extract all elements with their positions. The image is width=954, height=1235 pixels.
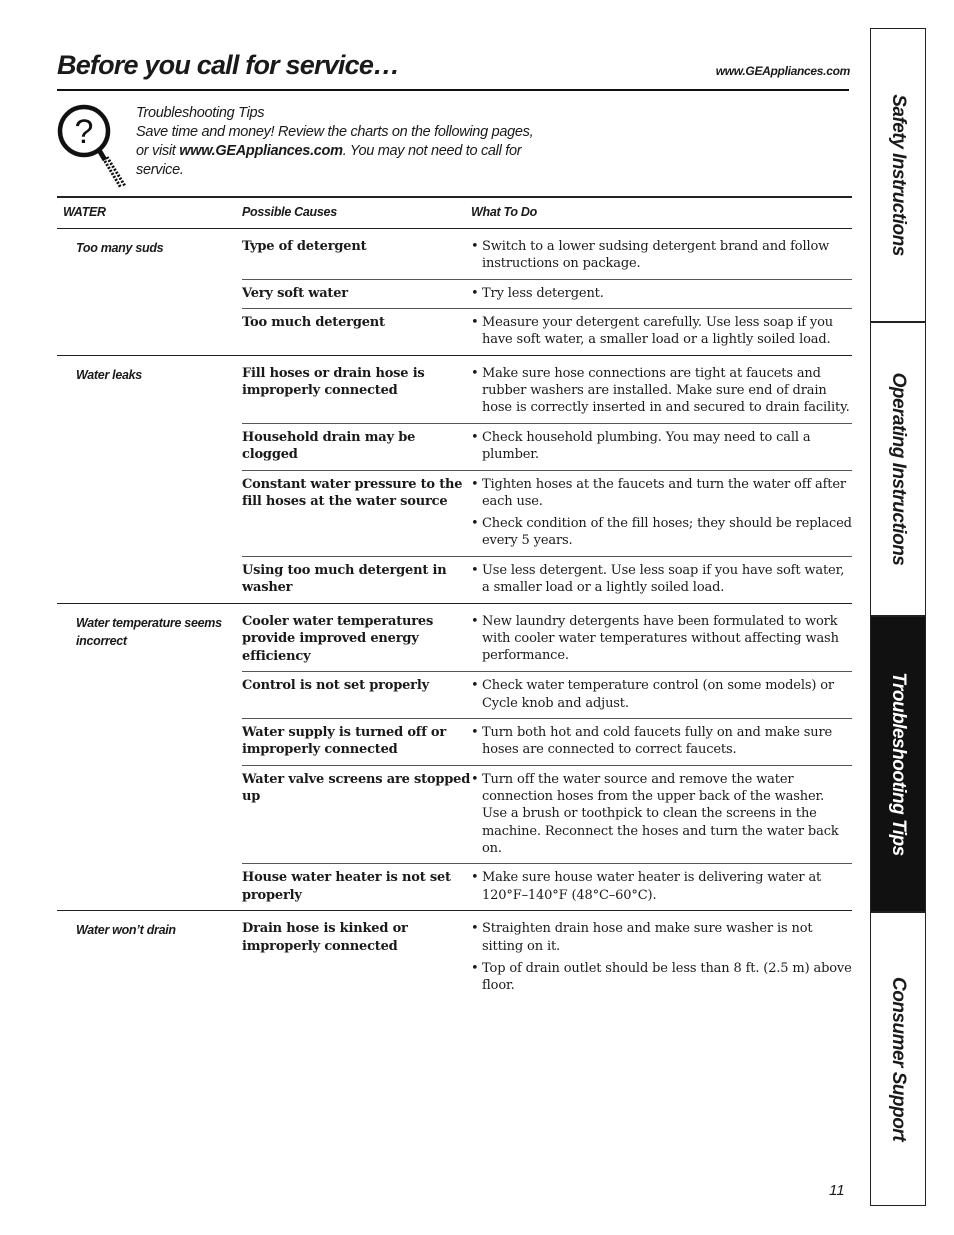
possible-cause: Drain hose is kinked or improperly connected	[242, 921, 408, 954]
cause-rows	[242, 356, 852, 603]
what-to-do	[471, 562, 852, 597]
table-body	[57, 229, 852, 1001]
table-row	[242, 718, 852, 765]
action-item: • Check water temperature control (on some models) or Cycle knob and adjust.	[471, 677, 852, 712]
section-tabs	[870, 28, 926, 1206]
tab-label: Operating Instructions	[888, 372, 909, 566]
action-item: • New laundry detergents have been formulated to work with cooler water temperatures without affecting wash performance.	[471, 613, 852, 665]
table-row	[242, 356, 852, 423]
possible-cause: House water heater is not set properly	[242, 870, 451, 903]
problem-group	[57, 229, 852, 356]
action-item: • Make sure house water heater is delivering water at 120°F–140°F (48°C–60°C).	[471, 869, 852, 904]
intro-text	[136, 123, 536, 180]
tab-label: Safety Instructions	[888, 94, 909, 256]
what-to-do	[471, 285, 852, 303]
possible-cause: Household drain may be clogged	[242, 429, 416, 463]
what-to-do	[471, 314, 852, 349]
tab-consumer-support[interactable]	[871, 913, 925, 1205]
action-item: • Turn both hot and cold faucets fully on and make sure hoses are connected to correct faucets.	[471, 724, 852, 759]
possible-cause: Using too much detergent in washer	[242, 562, 447, 596]
troubleshooting-intro	[136, 104, 536, 180]
table-row	[242, 911, 852, 1000]
table-row	[242, 470, 852, 556]
what-to-do	[471, 238, 852, 273]
intro-text-after: . You may not need to call for service.	[136, 143, 522, 178]
action-item: • Measure your detergent carefully. Use less soap if you have soft water, a smaller load or a lightly soiled load.	[471, 314, 852, 349]
header-possible-causes: Possible Causes	[242, 205, 337, 219]
action-item: • Switch to a lower sudsing detergent brand and follow instructions on package.	[471, 238, 852, 273]
troubleshooting-table	[57, 196, 852, 1001]
problem-label: Water leaks	[76, 367, 142, 382]
problem-label: Water won’t drain	[76, 923, 176, 938]
possible-cause: Constant water pressure to the fill hoses at the water source	[242, 476, 463, 510]
magnifier-question-icon	[55, 102, 127, 194]
problem-group	[57, 911, 852, 1000]
possible-cause: Too much detergent	[242, 315, 385, 331]
cause-rows	[242, 911, 852, 1000]
what-to-do	[471, 476, 852, 550]
page-number: 11	[829, 1182, 845, 1199]
what-to-do	[471, 869, 852, 904]
problem-group	[57, 356, 852, 604]
page-title: Before you call for service…	[57, 50, 400, 80]
cause-rows	[242, 604, 852, 911]
possible-cause: Type of detergent	[242, 239, 367, 254]
table-row	[242, 279, 852, 309]
tab-troubleshooting-tips[interactable]	[871, 617, 925, 913]
problem-label: Too many suds	[76, 241, 164, 255]
table-row	[242, 604, 852, 672]
action-item: • Make sure hose connections are tight at faucets and rubber washers are installed. Make sure end of drain hose is correctly inserted in and secured to drain facility.	[471, 365, 852, 417]
header-what-to-do: What To Do	[471, 205, 537, 219]
action-item: • Try less detergent.	[471, 285, 852, 302]
action-item: • Check household plumbing. You may need to call a plumber.	[471, 429, 852, 464]
table-row	[242, 765, 852, 863]
table-row	[242, 308, 852, 355]
what-to-do	[471, 920, 852, 994]
header-water: WATER	[63, 205, 106, 219]
action-item: • Tighten hoses at the faucets and turn the water off after each use.	[471, 476, 852, 511]
possible-cause: Water valve screens are stopped up	[242, 771, 471, 805]
possible-cause: Control is not set properly	[242, 678, 429, 694]
intro-text-before: Save time and money! Review the charts on the following pages, or visit	[136, 124, 534, 159]
tab-operating-instructions[interactable]	[871, 323, 925, 617]
action-item: • Use less detergent. Use less soap if you have soft water, a smaller load or a lightly soiled load.	[471, 562, 852, 597]
what-to-do	[471, 429, 852, 464]
problem-group	[57, 604, 852, 912]
possible-cause: Very soft water	[242, 285, 348, 301]
intro-link[interactable]: www.GEAppliances.com	[179, 143, 343, 159]
what-to-do	[471, 724, 852, 759]
table-row	[242, 863, 852, 910]
title-divider	[57, 89, 849, 91]
tab-safety-instructions[interactable]	[871, 29, 925, 323]
action-item: • Turn off the water source and remove the water connection hoses from the upper back of the washer. Use a brush or toothpick to clean the screens in the machine. Reconnect the hoses and turn the water back on.	[471, 771, 852, 857]
what-to-do	[471, 771, 852, 857]
possible-cause: Fill hoses or drain hose is improperly connected	[242, 365, 425, 399]
action-item: • Check condition of the fill hoses; they should be replaced every 5 years.	[471, 515, 852, 550]
table-row	[242, 423, 852, 470]
possible-cause: Water supply is turned off or improperly connected	[242, 724, 447, 758]
possible-cause: Cooler water temperatures provide improved energy efficiency	[242, 613, 434, 664]
intro-heading: Troubleshooting Tips	[136, 105, 265, 121]
table-header	[57, 196, 852, 229]
website-url[interactable]: www.GEAppliances.com	[715, 64, 850, 78]
svg-text:?: ?	[74, 113, 94, 151]
tab-label: Consumer Support	[888, 976, 909, 1142]
action-item: • Straighten drain hose and make sure washer is not sitting on it.	[471, 920, 852, 955]
table-row	[242, 229, 852, 279]
tab-label: Troubleshooting Tips	[888, 672, 909, 856]
table-row	[242, 556, 852, 603]
what-to-do	[471, 613, 852, 666]
table-row	[242, 671, 852, 718]
action-item: • Top of drain outlet should be less than 8 ft. (2.5 m) above floor.	[471, 960, 852, 995]
what-to-do	[471, 677, 852, 712]
problem-label: Water temperature seems incorrect	[76, 615, 222, 648]
cause-rows	[242, 229, 852, 355]
what-to-do	[471, 365, 852, 417]
